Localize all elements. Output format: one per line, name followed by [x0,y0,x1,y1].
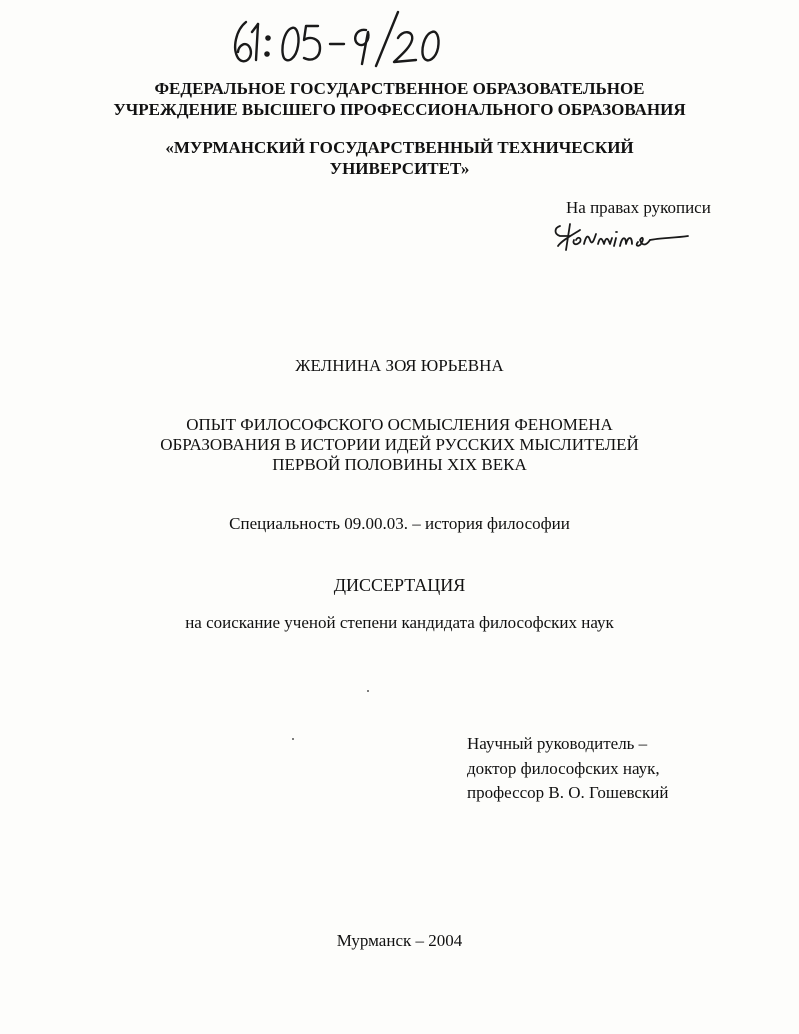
handwritten-code-drawing [226,8,456,70]
document-type: ДИССЕРТАЦИЯ [333,575,466,595]
author-name: ЖЕЛНИНА ЗОЯ ЮРЬЕВНА [295,356,504,375]
university-line-2: УНИВЕРСИТЕТ» [329,159,470,178]
place-and-year: Мурманск – 2004 [336,931,463,950]
supervisor-line-1: Научный руководитель – [467,734,648,753]
scan-speck [367,690,369,692]
supervisor-line-2: доктор философских наук, [467,759,660,778]
title-line-3: ПЕРВОЙ ПОЛОВИНЫ XIX ВЕКА [272,455,527,474]
scan-speck [292,738,294,740]
signature-drawing [550,216,700,256]
title-line-1: ОПЫТ ФИЛОСОФСКОГО ОСМЫСЛЕНИЯ ФЕНОМЕНА [186,415,613,434]
institution-line-1: ФЕДЕРАЛЬНОЕ ГОСУДАРСТВЕННОЕ ОБРАЗОВАТЕЛЬНОЕ [154,79,645,98]
institution-line-2: УЧРЕЖДЕНИЕ ВЫСШЕГО ПРОФЕССИОНАЛЬНОГО ОБРАЗОВАНИЯ [113,100,686,119]
university-line-1: «МУРМАНСКИЙ ГОСУДАРСТВЕННЫЙ ТЕХНИЧЕСКИЙ [165,138,634,157]
author-signature [550,216,700,256]
manuscript-note: На правах рукописи [566,198,711,217]
degree-statement: на соискание ученой степени кандидата философских наук [185,613,614,632]
title-line-2: ОБРАЗОВАНИЯ В ИСТОРИИ ИДЕЙ РУССКИХ МЫСЛИТЕЛЕЙ [160,435,639,454]
handwritten-archive-code [226,8,456,70]
specialty: Специальность 09.00.03. – история философии [229,514,570,533]
supervisor-line-3: профессор В. О. Гошевский [467,783,669,802]
